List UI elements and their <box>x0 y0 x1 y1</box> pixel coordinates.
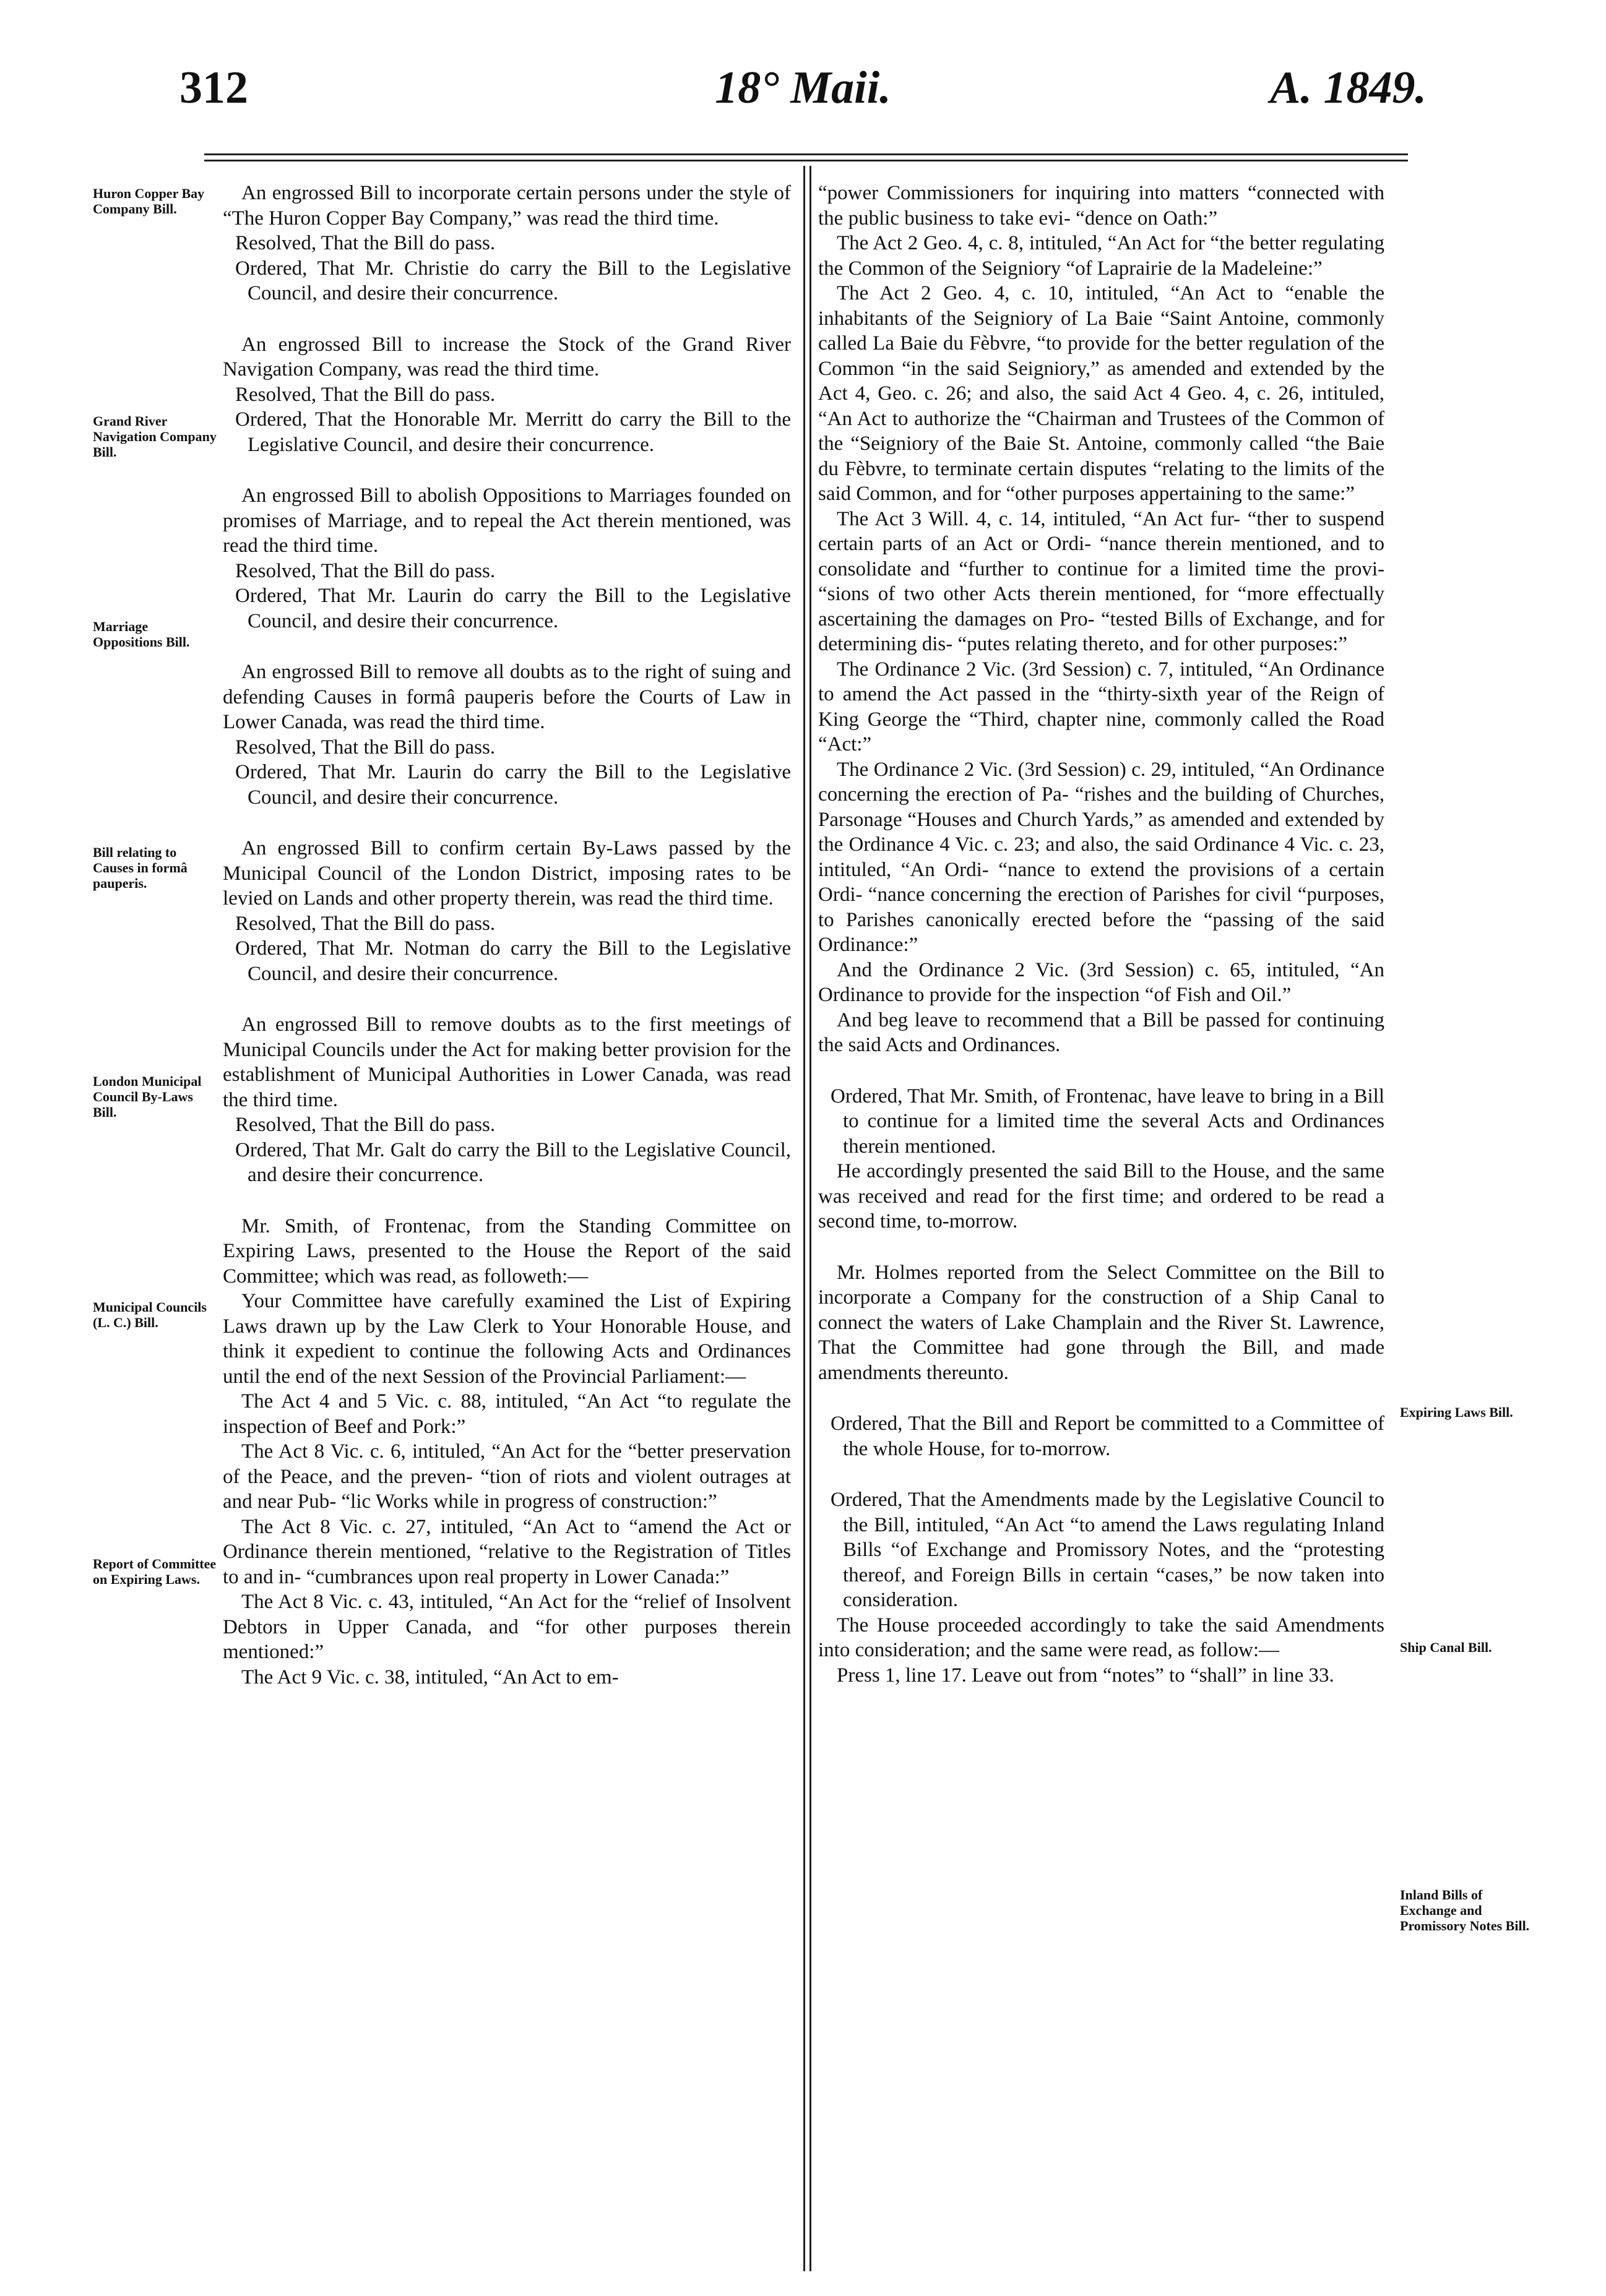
paragraph: The Act 8 Vic. c. 6, intituled, “An Act for the “better preservation of the Peace, and the preven- “tion of riots and violent outrages at and near Pub- “lic Works while in progress of construction:” <box>223 1440 791 1513</box>
paragraph: Resolved, That the Bill do pass. <box>235 232 496 254</box>
running-head <box>173 62 1433 130</box>
margin-note: London Municipal Council By-Laws Bill. <box>93 1073 202 1120</box>
paragraph: Ordered, That the Bill and Report be committed to a Committee of the whole House, for to-morrow. <box>831 1412 1384 1460</box>
left-column <box>223 181 791 1690</box>
paragraph: The Act 2 Geo. 4, c. 8, intituled, “An Act for “the better regulating the Common of the Seigniory “of Laprairie de la Madeleine:” <box>818 232 1384 280</box>
paragraph: Resolved, That the Bill do pass. <box>235 1114 496 1136</box>
paragraph: The House proceeded accordingly to take the said Amendments into consideration; and the same were read, as follow:— <box>818 1614 1384 1661</box>
right-column <box>818 181 1384 1688</box>
header-rule <box>204 160 1408 161</box>
paragraph: Ordered, That Mr. Galt do carry the Bill to the Legislative Council, and desire their concurrence. <box>235 1138 791 1186</box>
margin-note: Municipal Councils (L. C.) Bill. <box>93 1299 207 1330</box>
paragraph: An engrossed Bill to remove all doubts as to the right of suing and defending Causes in formâ pauperis before the Courts of Law in Lower Canada, was read the third time. <box>223 661 791 733</box>
paragraph: Ordered, That Mr. Christie do carry the Bill to the Legislative Council, and desire their concurrence. <box>235 257 791 304</box>
column-separator <box>809 166 811 2271</box>
paragraph: Ordered, That Mr. Smith, of Frontenac, have leave to bring in a Bill to continue for a limited time the several Acts and Ordinances therein mentioned. <box>831 1085 1384 1158</box>
paragraph: The Act 4 and 5 Vic. c. 88, intituled, “An Act “to regulate the inspection of Beef and Pork:” <box>223 1390 791 1438</box>
margin-note: Huron Copper Bay Company Bill. <box>93 186 205 217</box>
margin-note: Grand River Navigation Company Bill. <box>93 413 217 460</box>
column-separator <box>803 166 805 2271</box>
page-year: A. 1849. <box>1270 62 1427 113</box>
paragraph: Ordered, That Mr. Laurin do carry the Bill to the Legislative Council, and desire their concurrence. <box>235 761 791 809</box>
paragraph: An engrossed Bill to increase the Stock of the Grand River Navigation Company, was read the third time. <box>223 333 791 381</box>
paragraph: An engrossed Bill to incorporate certain persons under the style of “The Huron Copper Bay Company,” was read the third time. <box>223 182 791 230</box>
paragraph: An engrossed Bill to confirm certain By-Laws passed by the Municipal Council of the London District, imposing rates to be levied on Lands and other property therein, was read the third time. <box>223 837 791 909</box>
paragraph: The Act 9 Vic. c. 38, intituled, “An Act to em- <box>241 1666 619 1688</box>
paragraph: The Act 2 Geo. 4, c. 10, intituled, “An Act to “enable the inhabitants of the Seigniory of La Baie “Saint Antoine, commonly called La Baie du Fèbvre, “to provide for the better regulation of the Common “in the said Seigniory,” as amended and extended by the Act 4, Geo. c. 26; and also, the said Act 4 Geo. 4, c. 26, intituled, “An Act to authorize the “Chairman and Trustees of the Common of the “Seigniory of the Baie St. Antoine, commonly called “the Baie du Fèbvre, to terminate certain disputes “relating to the limits of the said Common, and for “other purposes appertaining to the same:” <box>818 282 1384 505</box>
paragraph: Ordered, That Mr. Laurin do carry the Bill to the Legislative Council, and desire their concurrence. <box>235 585 791 632</box>
paragraph: The Act 8 Vic. c. 27, intituled, “An Act to “amend the Act or Ordinance therein mentioned, “relative to the Registration of Titles to and in- “cumbrances upon real property in Lower Canada:” <box>223 1515 791 1588</box>
paragraph: Mr. Smith, of Frontenac, from the Standing Committee on Expiring Laws, presented to the House the Report of the said Committee; which was read, as followeth:— <box>223 1215 791 1288</box>
paragraph: And beg leave to recommend that a Bill be passed for continuing the said Acts and Ordinances. <box>818 1008 1384 1056</box>
paragraph: He accordingly presented the said Bill to the House, and the same was received and read for the first time; and ordered to be read a second time, to-morrow. <box>818 1160 1384 1232</box>
paragraph: Your Committee have carefully examined the List of Expiring Laws drawn up by the Law Clerk to Your Honorable House, and think it expedient to continue the following Acts and Ordinances until the end of the next Session of the Provincial Parliament:— <box>223 1290 791 1388</box>
paragraph: The Act 3 Will. 4, c. 14, intituled, “An Act fur- “ther to suspend certain parts of an Act or Ordi- “nance therein mentioned, and to consolidate and “further to continue for a limited time the provi- “sions of two other Acts therein mentioned, for “more effectually ascertaining the damages on Pro- “tested Bills of Exchange, and for determining dis- “putes relating thereto, and for other purposes:” <box>818 507 1384 655</box>
paragraph: The Act 8 Vic. c. 43, intituled, “An Act for the “relief of Insolvent Debtors in Upper Canada, and “for other purposes therein mentioned:” <box>223 1591 791 1663</box>
paragraph: Resolved, That the Bill do pass. <box>235 383 496 406</box>
paragraph: The Ordinance 2 Vic. (3rd Session) c. 29, intituled, “An Ordinance concerning the erection of Pa- “rishes and the building of Churches, Parsonage “Houses and Church Yards,” as amended and extended by the Ordinance 4 Vic. c. 23; and also, the said Ordinance 4 Vic. c. 23, intituled, “An Ordi- “nance to extend the provisions of a certain Ordi- “nance concerning the erection of Parishes for civil “purposes, to Parishes canonically erected before the “passing of the said Ordinance:” <box>818 758 1384 956</box>
margin-note: Ship Canal Bill. <box>1400 1640 1492 1655</box>
paragraph: An engrossed Bill to remove doubts as to the first meetings of Municipal Councils under the Act for making better provision for the establishment of Municipal Authorities in Lower Canada, was read the third time. <box>223 1013 791 1111</box>
margin-note: Marriage Oppositions Bill. <box>93 619 190 650</box>
page-number: 312 <box>179 62 248 113</box>
paragraph: Ordered, That the Honorable Mr. Merritt do carry the Bill to the Legislative Council, and desire their concurrence. <box>235 408 791 456</box>
margin-note: Bill relating to Causes in formâ pauperis. <box>93 845 188 891</box>
paragraph: Mr. Holmes reported from the Select Committee on the Bill to incorporate a Company for the construction of a Ship Canal to connect the waters of Lake Champlain and the River St. Lawrence, That the Committee had gone through the Bill, and made amendments thereunto. <box>818 1261 1384 1384</box>
paragraph: Resolved, That the Bill do pass. <box>235 912 496 935</box>
header-rule <box>204 153 1408 155</box>
paragraph: Ordered, That Mr. Notman do carry the Bill to the Legislative Council, and desire their concurrence. <box>235 937 791 985</box>
paragraph: And the Ordinance 2 Vic. (3rd Session) c. 65, intituled, “An Ordinance to provide for the inspection “of Fish and Oil.” <box>818 958 1384 1006</box>
paragraph: “power Commissioners for inquiring into matters “connected with the public business to take evi- “dence on Oath:” <box>818 182 1384 230</box>
margin-note: Report of Committee on Expiring Laws. <box>93 1556 217 1587</box>
paragraph: An engrossed Bill to abolish Oppositions to Marriages founded on promises of Marriage, and to repeal the Act therein mentioned, was read the third time. <box>223 484 791 557</box>
paragraph: Resolved, That the Bill do pass. <box>235 559 496 582</box>
paragraph: Press 1, line 17. Leave out from “notes” to “shall” in line 33. <box>837 1664 1334 1687</box>
paragraph: The Ordinance 2 Vic. (3rd Session) c. 7, intituled, “An Ordinance to amend the Act passed in the “thirty-sixth year of the Reign of King George the “Third, chapter nine, commonly called the Road “Act:” <box>818 658 1384 755</box>
margin-note: Expiring Laws Bill. <box>1400 1404 1513 1420</box>
paragraph: Ordered, That the Amendments made by the Legislative Council to the Bill, intituled, “An Act “to amend the Laws regulating Inland Bills “of Exchange and Promissory Notes, and the “protesting thereof, and Foreign Bills in certain “cases,” be now taken into consideration. <box>831 1489 1384 1611</box>
margin-note: Inland Bills of Exchange and Promissory Notes Bill. <box>1400 1887 1530 1933</box>
paragraph: Resolved, That the Bill do pass. <box>235 736 496 759</box>
page-date: 18° Maii. <box>715 62 891 113</box>
